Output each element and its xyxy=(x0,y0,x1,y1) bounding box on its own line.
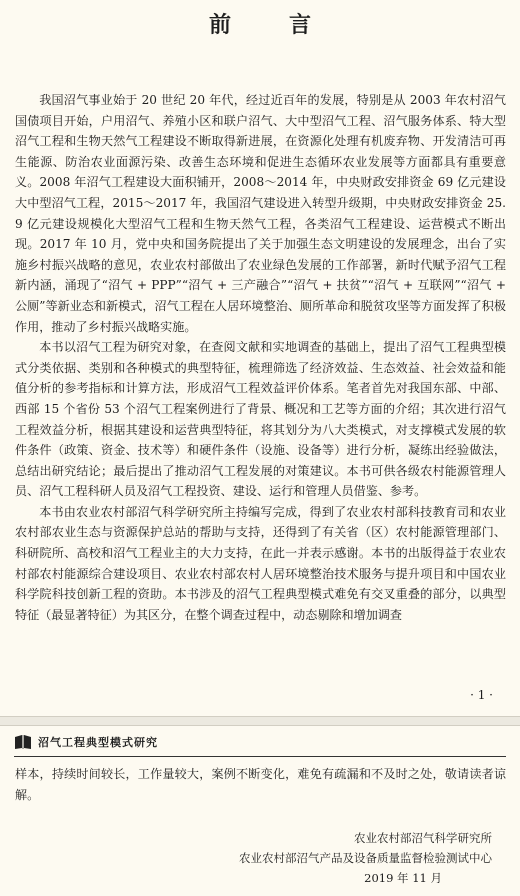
running-head-title: 沼气工程典型模式研究 xyxy=(38,736,158,749)
signature-date: 2019 年 11 月 xyxy=(364,871,442,885)
book-icon xyxy=(14,734,32,750)
continuation-text xyxy=(15,764,506,805)
paragraph-1: 我国沼气事业始于 20 世纪 20 年代，经过近百年的发展，特别是从 2003 年农村沼气国债项目开始，户用沼气、养殖小区和联户沼气、大中型沼气工程、沼气服务体系、特大型沼气工程和生物天然气工程建设不断取得新进展，在资源化处理有机废弃物、开发清洁可再生能源、防治农业面源污染、改善生态环境和促进生态循环农业发展等方面都具有重要意义。2008 年沼气工程建设大面积铺开，2008～2014 年，中央财政安排资金 69 亿元建设大中型沼气工程，2015～2017 年，我国沼气建设进入转型升级期，中央财政安排资金 25. 9 亿元建设规模化大型沼气工程和生物天然气工程，各类沼气工程建设、运营模式不断出现。2017 年 10 月，党中央和国务院提出了关于加强生态文明建设的发展理念，出台了实施乡村振兴战略的意见，农业农村部做出了农业绿色发展的工作部署，新时代赋予沼气工程新内涵，涌现了“沼气 + PPP”“沼气 + 三产融合”“沼气 + 扶贫”“沼气 + 互联网”“沼气 + 公厕”等新业态和新模式，沼气工程在人居环境整治、厕所革命和脱贫攻坚等方面发挥了积极作用，推动了乡村振兴战略实施。 xyxy=(15,93,506,334)
page-separator xyxy=(0,716,520,726)
page-title: 前 言 xyxy=(208,12,329,38)
continuation-paragraph: 样本，持续时间较长，工作量较大，案例不断变化，难免有疏漏和不及时之处，敬请读者谅解。 xyxy=(15,767,506,802)
signature-org-2: 农业农村部沼气产品及设备质量监督检验测试中心 xyxy=(239,851,492,865)
running-head xyxy=(14,734,158,750)
header-rule xyxy=(14,756,506,757)
page-bottom xyxy=(0,726,520,896)
paragraph-3: 本书由农业农村部沼气科学研究所主持编写完成，得到了农业农村部科技教育司和农业农村部农业生态与资源保护总站的帮助与支持，还得到了有关省（区）农村能源管理部门、科研院所、高校和沼气工程业主的大力支持，在此一并表示感谢。本书的出版得益于农业农村部农村能源综合建设项目、农业农村部农村人居环境整治技术服务与提升项目和中国农业科学院科技创新工程的资助。本书涉及的沼气工程典型模式难免有交叉重叠的部分，以典型特征（最显著特征）为其区分，在整个调查过程中，动态剔除和增加调查 xyxy=(15,504,506,622)
signature-org-1: 农业农村部沼气科学研究所 xyxy=(354,831,492,845)
preface-body xyxy=(15,90,506,625)
signature-block xyxy=(239,828,492,888)
paragraph-2: 本书以沼气工程为研究对象，在查阅文献和实地调查的基础上，提出了沼气工程典型模式分类依据、类别和各种模式的典型特征，梳理筛选了经济效益、生态效益、社会效益和能值分析的参考指标和计算方法，形成沼气工程效益评价体系。笔者首先对我国东部、中部、西部 15 个省份 53 个沼气工程案例进行了背景、概况和工艺等方面的介绍；其次进行沼气工程效益分析，根据其建设和运营典型特征，将其划分为八大类模式，对支撑模式发展的软件条件（政策、资金、技术等）和硬件条件（设施、设备等）进行分析，凝练出经验做法，总结出研究结论；最后提出了推动沼气工程发展的对策建议。本书可供各级农村能源管理人员、沼气工程科研人员及沼气工程投资、建设、运行和管理人员借鉴、参考。 xyxy=(15,340,506,499)
page-number: · 1 · xyxy=(470,688,493,702)
